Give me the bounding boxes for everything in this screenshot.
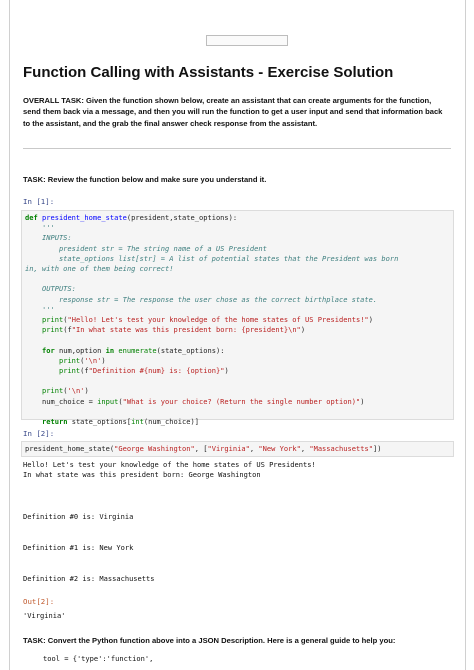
header-logo-placeholder <box>206 35 288 46</box>
cell-2-stdout: Hello! Let's test your knowledge of the home states of US Presidents! In what state was this president born: George Washington Definition #0 is: Virginia Definition #1 is: New York Definition #2 is: Massachusetts <box>23 460 316 584</box>
cell-2-result: 'Virginia' <box>23 611 66 620</box>
output-prompt-2: Out[2]: <box>23 597 55 606</box>
code-cell-2[interactable] <box>21 441 454 457</box>
overall-task-paragraph: OVERALL TASK: Given the function shown below, create an assistant that can create arguments for the function, send them back via a message, and then you will run the function to get a user input and send that information back to the assistant, and the grab the final answer check response from the assistant. <box>23 96 443 128</box>
section-divider <box>23 148 451 149</box>
input-prompt-1: In [1]: <box>23 197 55 206</box>
tool-definition-line: tool = {'type':'function', <box>43 654 154 663</box>
task-review-paragraph: TASK: Review the function below and make sure you understand it. <box>23 175 267 184</box>
code-cell-2-source[interactable]: president_home_state("George Washington", ["Virginia", "New York", "Massachusetts"]) <box>25 444 382 453</box>
code-cell-1[interactable] <box>21 210 454 427</box>
page-title: Function Calling with Assistants - Exercise Solution <box>23 64 394 81</box>
input-prompt-2: In [2]: <box>23 429 55 438</box>
task-convert-paragraph: TASK: Convert the Python function above into a JSON Description. Here is a general guide to help you: <box>23 636 396 645</box>
code-cell-1-source[interactable]: def president_home_state(president,state_options): ''' INPUTS: president str = The string name of a US President state_options list[str] = A list of potential states that the President was born in, with one of them being correct! OUTPUTS: response str = The response the user chose as the correct birthplace state. ''' print("Hello! Let's test your knowledge of the home states of US Presidents!") print(f"In what state was this president born: {president}\n") for num,option in enumerate(state_options): print('\n') print(f"Definition #{num} is: {option}") print('\n') num_choice = input("What is your choice? (Return the single number option)") return state_options[int(num_choice)] <box>25 213 399 427</box>
